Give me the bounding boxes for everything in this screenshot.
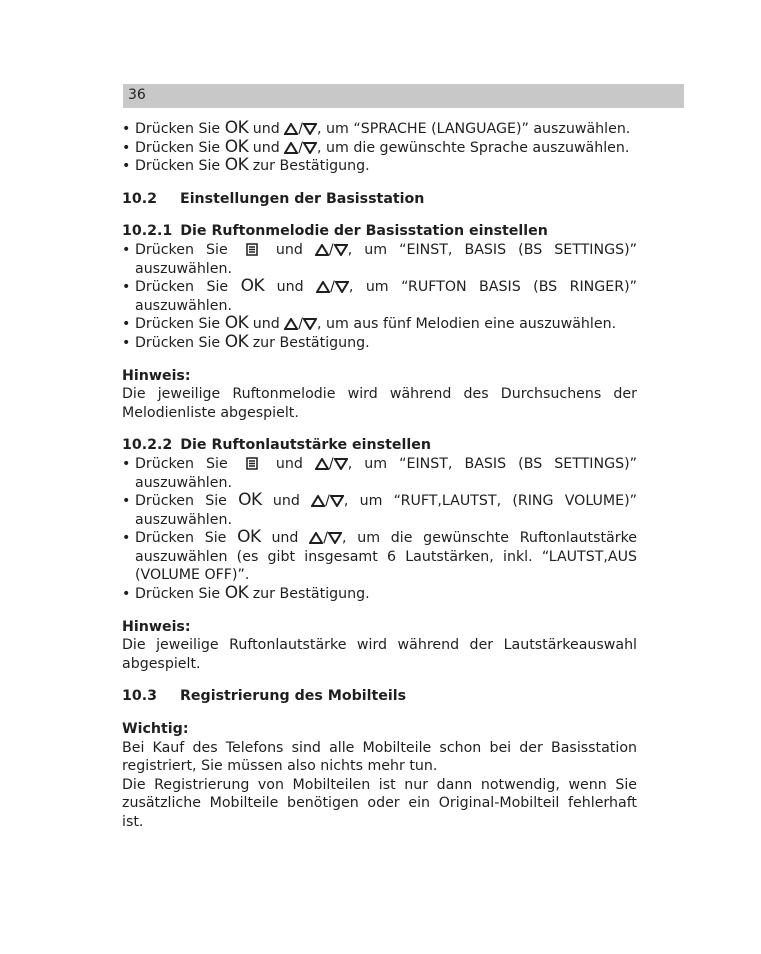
menu-icon xyxy=(246,243,258,256)
ok-key-icon: OK xyxy=(224,118,249,138)
paragraph: Bei Kauf des Telefons sind alle Mobilteile schon bei der Basisstation registriert, Sie müssen also nichts mehr tun. xyxy=(122,739,637,775)
list-item: • Drücken Sie OK zur Bestätigung. xyxy=(122,585,637,604)
down-triangle-icon xyxy=(303,142,317,154)
ok-key-icon: OK xyxy=(224,331,249,352)
list-item: • Drücken Sie OK und / , um “RUFTON BASIS (BS RINGER)” auszuwählen. xyxy=(122,278,637,315)
ok-key-icon: OK xyxy=(238,490,262,511)
down-triangle-icon xyxy=(334,458,348,470)
page-number: 36 xyxy=(128,87,146,103)
up-triangle-icon xyxy=(316,281,330,293)
section-heading: 10.3 Registrierung des Mobilteils xyxy=(122,688,407,705)
down-triangle-icon xyxy=(303,318,317,330)
up-triangle-icon xyxy=(311,495,325,507)
list-item: • Drücken Sie OK zur Bestätigung. xyxy=(122,334,637,353)
subsection-heading: 10.2.1 Die Ruftonmelodie der Basisstation einstellen xyxy=(122,223,548,240)
down-triangle-icon xyxy=(334,244,348,256)
down-triangle-icon xyxy=(303,123,317,135)
list-item: • Drücken Sie und / , um “EINST, BASIS (BS SETTINGS)” auszuwählen. xyxy=(122,241,637,278)
section-heading: 10.2 Einstellungen der Basisstation xyxy=(122,190,425,207)
page-content xyxy=(122,120,637,832)
ok-key-icon: OK xyxy=(240,276,265,297)
page-header-bar xyxy=(123,84,684,108)
note-title: Hinweis: xyxy=(122,618,191,635)
list-item: • Drücken Sie und / , um “EINST, BASIS (BS SETTINGS)” auszuwählen. xyxy=(122,455,637,492)
note-text: Die jeweilige Ruftonmelodie wird während des Durchsuchens der Melodienliste abgespielt. xyxy=(122,386,637,421)
menu-icon xyxy=(246,457,258,470)
note-text: Die jeweilige Ruftonlautstärke wird während der Lautstärkeauswahl abgespielt. xyxy=(122,637,637,672)
ok-key-icon: OK xyxy=(224,583,249,604)
up-triangle-icon xyxy=(315,458,329,470)
list-item: • Drücken Sie OK und / , um “SPRACHE (LANGUAGE)” auszuwählen. xyxy=(122,120,637,139)
up-triangle-icon xyxy=(284,142,298,154)
ok-key-icon: OK xyxy=(224,155,249,176)
list-item: • Drücken Sie OK und / , um die gewünschte Ruftonlautstärke auszuwählen (es gibt insgesamt 6 Lautstärken, inkl. “LAUTST,AUS (VOLUME OFF)”. xyxy=(122,529,637,585)
important-title: Wichtig: xyxy=(122,721,189,738)
up-triangle-icon xyxy=(284,318,298,330)
list-item: • Drücken Sie OK und / , um die gewünschte Sprache auszuwählen. xyxy=(122,139,637,158)
down-triangle-icon xyxy=(328,532,342,544)
ok-key-icon: OK xyxy=(237,527,261,548)
down-triangle-icon xyxy=(335,281,349,293)
ok-key-icon: OK xyxy=(224,313,249,334)
paragraph: Die Registrierung von Mobilteilen ist nur dann notwendig, wenn Sie zusätzliche Mobilteile benötigen oder ein Original-Mobilteil fehlerhaft ist. xyxy=(122,776,637,830)
list-item: • Drücken Sie OK und / , um “RUFT,LAUTST, (RING VOLUME)” auszuwählen. xyxy=(122,492,637,529)
down-triangle-icon xyxy=(330,495,344,507)
up-triangle-icon xyxy=(315,244,329,256)
list-item: • Drücken Sie OK und / , um aus fünf Melodien eine auszuwählen. xyxy=(122,315,637,334)
up-triangle-icon xyxy=(284,123,298,135)
list-item: • Drücken Sie OK zur Bestätigung. xyxy=(122,157,637,176)
subsection-heading: 10.2.2 Die Ruftonlautstärke einstellen xyxy=(122,437,431,454)
ok-key-icon: OK xyxy=(224,136,249,157)
note-title: Hinweis: xyxy=(122,367,191,384)
up-triangle-icon xyxy=(309,532,323,544)
